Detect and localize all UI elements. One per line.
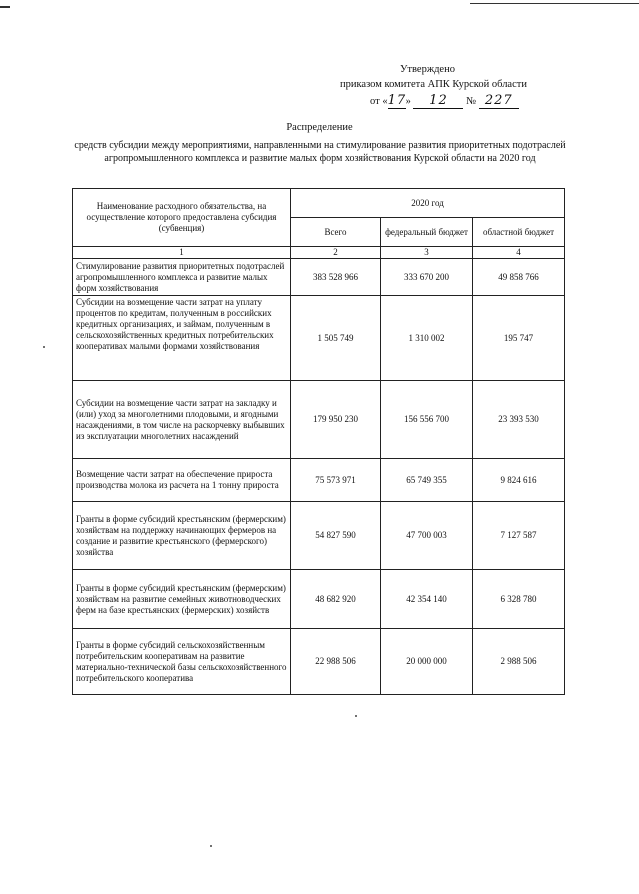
approval-label: Утверждено — [400, 64, 455, 75]
table-row — [73, 296, 565, 381]
header-year: 2020 год — [291, 189, 565, 218]
table-row — [73, 570, 565, 629]
row-name: Субсидии на возмещение части затрат на уплату процентов по кредитам, полученным в российских кредитных организациях, и займам, полученным в сельскохозяйственных кредитных потребительских кооперативах малыми формами хозяйствования — [73, 296, 291, 381]
table-row — [73, 459, 565, 502]
scan-speck — [43, 346, 45, 348]
row-regional: 49 858 766 — [473, 259, 565, 296]
row-regional: 195 747 — [473, 296, 565, 381]
row-name: Гранты в форме субсидий сельскохозяйственным потребительским кооперативам на развитие материально-технической базы сельскохозяйственного потребительского кооператива — [73, 629, 291, 695]
row-total: 22 988 506 — [291, 629, 381, 695]
row-name: Гранты в форме субсидий крестьянским (фермерским) хозяйствам на развитие семейных животноводческих ферм на базе крестьянских (фермерских) хозяйств — [73, 570, 291, 629]
order-date-line — [370, 93, 519, 109]
table-row — [73, 629, 565, 695]
scan-edge-line — [470, 3, 639, 4]
number-label: № — [466, 96, 477, 107]
row-total: 383 528 966 — [291, 259, 381, 296]
date-day: 17 — [387, 93, 407, 108]
row-total: 179 950 230 — [291, 381, 381, 459]
row-federal: 20 000 000 — [381, 629, 473, 695]
row-federal: 333 670 200 — [381, 259, 473, 296]
column-number: 3 — [381, 247, 473, 259]
row-federal: 1 310 002 — [381, 296, 473, 381]
row-name: Субсидии на возмещение части затрат на закладку и (или) уход за многолетними плодовыми, и ягодными насаждениями, в том числе на раскорчевку выбывших из эксплуатации многолетних насаждений — [73, 381, 291, 459]
scan-speck — [210, 845, 212, 847]
order-number: 227 — [479, 93, 519, 109]
order-reference: приказом комитета АПК Курской области — [340, 79, 527, 90]
document-title: Распределение — [286, 122, 353, 133]
row-total: 75 573 971 — [291, 459, 381, 502]
row-federal: 42 354 140 — [381, 570, 473, 629]
row-total: 48 682 920 — [291, 570, 381, 629]
row-federal: 156 556 700 — [381, 381, 473, 459]
table-row — [73, 259, 565, 296]
scan-speck — [355, 715, 357, 717]
column-number: 4 — [473, 247, 565, 259]
row-total: 1 505 749 — [291, 296, 381, 381]
table-row — [73, 381, 565, 459]
row-name: Возмещение части затрат на обеспечение прироста производства молока из расчета на 1 тонну прироста — [73, 459, 291, 502]
column-number: 1 — [73, 247, 291, 259]
column-number: 2 — [291, 247, 381, 259]
row-regional: 7 127 587 — [473, 502, 565, 570]
row-federal: 65 749 355 — [381, 459, 473, 502]
header-total: Всего — [291, 218, 381, 247]
document-subtitle: средств субсидии между мероприятиями, направленными на стимулирование развития приоритетных подотраслей агропромышленного комплекса и развитие малых форм хозяйствования Курской области на 2020 год — [74, 140, 566, 164]
table-row — [73, 502, 565, 570]
row-federal: 47 700 003 — [381, 502, 473, 570]
header-name-column: Наименование расходного обязательства, на осуществление которого предоставлена субсидия (субвенция) — [73, 189, 291, 247]
header-regional: областной бюджет — [473, 218, 565, 247]
date-prefix: от « — [370, 96, 388, 107]
row-total: 54 827 590 — [291, 502, 381, 570]
date-mid: » — [405, 96, 411, 107]
row-regional: 6 328 780 — [473, 570, 565, 629]
scan-mark — [0, 6, 10, 8]
date-month: 12 — [413, 93, 463, 109]
row-regional: 2 988 506 — [473, 629, 565, 695]
row-name: Стимулирование развития приоритетных подотраслей агропромышленного комплекса и развитие малых форм хозяйствования — [73, 259, 291, 296]
row-regional: 23 393 530 — [473, 381, 565, 459]
row-regional: 9 824 616 — [473, 459, 565, 502]
header-federal: федеральный бюджет — [381, 218, 473, 247]
distribution-table — [72, 188, 565, 695]
row-name: Гранты в форме субсидий крестьянским (фермерским) хозяйствам на поддержку начинающих фермеров на создание и развитие крестьянского (фермерского) хозяйства — [73, 502, 291, 570]
